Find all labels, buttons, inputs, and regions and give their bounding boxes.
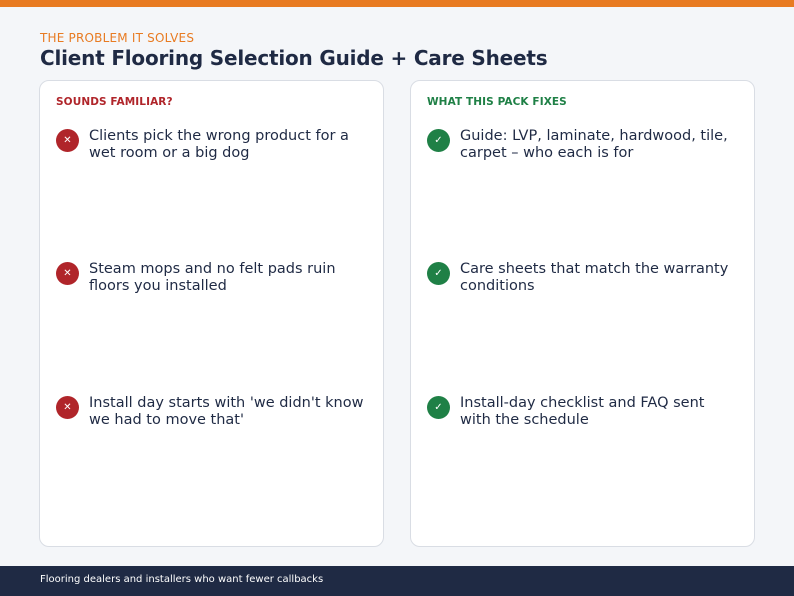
check-icon: ✓ xyxy=(427,129,450,152)
x-icon: ✕ xyxy=(56,396,79,419)
fix-text: Guide: LVP, laminate, hardwood, tile, carpet – who each is for xyxy=(460,128,728,161)
problem-item xyxy=(56,128,366,162)
x-icon: ✕ xyxy=(56,129,79,152)
problem-item xyxy=(56,395,366,429)
problems-panel xyxy=(39,80,384,547)
check-icon: ✓ xyxy=(427,396,450,419)
fix-text: Install-day checklist and FAQ sent with the schedule xyxy=(460,395,705,428)
problem-text: Steam mops and no felt pads ruin floors you installed xyxy=(89,261,336,294)
footer-bar xyxy=(0,566,794,596)
fix-item xyxy=(427,128,737,162)
x-icon: ✕ xyxy=(56,262,79,285)
problem-item xyxy=(56,261,366,295)
fixes-panel xyxy=(410,80,755,547)
page-title: Client Flooring Selection Guide + Care Sheets xyxy=(40,46,548,70)
problem-text: Install day starts with 'we didn't know we had to move that' xyxy=(89,395,364,428)
footer-tagline: Flooring dealers and installers who want fewer callbacks xyxy=(40,574,324,585)
problems-heading: SOUNDS FAMILIAR? xyxy=(56,96,173,108)
top-accent-bar xyxy=(0,0,794,7)
fix-item xyxy=(427,261,737,295)
check-icon: ✓ xyxy=(427,262,450,285)
section-eyebrow: THE PROBLEM IT SOLVES xyxy=(40,31,195,45)
fix-item xyxy=(427,395,737,429)
fix-text: Care sheets that match the warranty conditions xyxy=(460,261,729,294)
fixes-heading: WHAT THIS PACK FIXES xyxy=(427,96,567,108)
problem-text: Clients pick the wrong product for a wet room or a big dog xyxy=(89,128,349,161)
